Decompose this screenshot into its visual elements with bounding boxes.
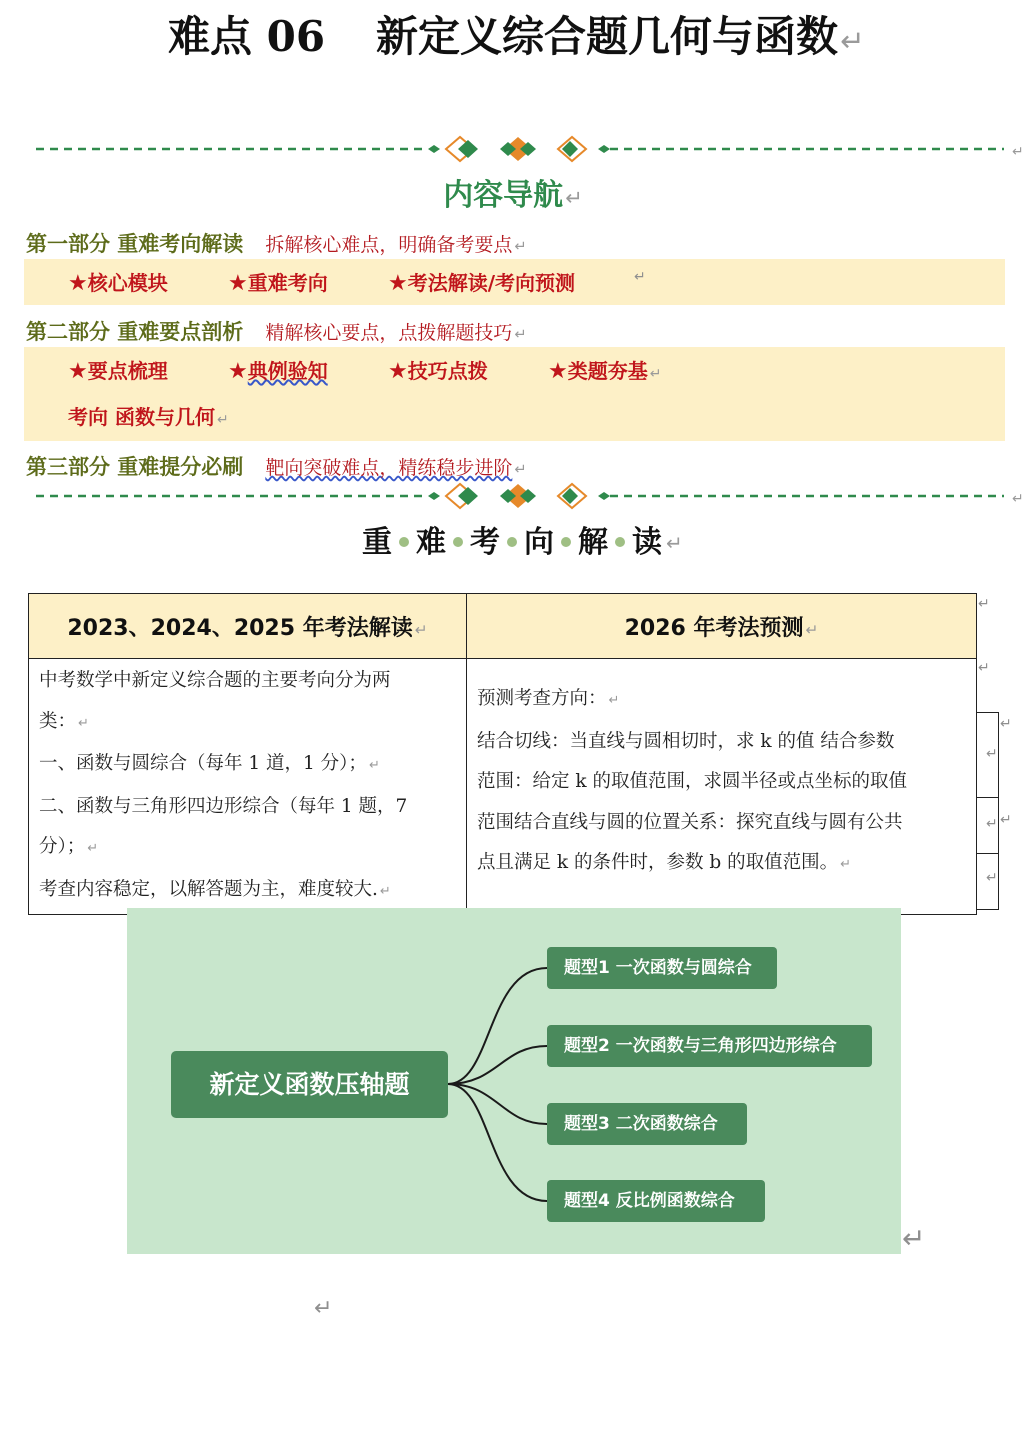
diamond-ornament-icon bbox=[446, 137, 586, 161]
paragraph-mark-icon: ↵ bbox=[978, 596, 990, 612]
star-icon: ★ bbox=[68, 359, 88, 384]
section-char: 向 bbox=[524, 525, 554, 560]
mind-map-node-2: 题型2 一次函数与三角形四边形综合 bbox=[547, 1025, 872, 1067]
title-label: 难点 06 bbox=[168, 12, 326, 61]
part-3-label: 第三部分 重难提分必刷 bbox=[26, 455, 244, 479]
section-title bbox=[0, 520, 1026, 564]
nav-item-label: 技巧点拨 bbox=[407, 359, 488, 383]
paragraph-mark-icon: ↵ bbox=[902, 1222, 926, 1255]
exam-table bbox=[28, 593, 976, 915]
svg-text:↵: ↵ bbox=[666, 531, 683, 555]
cell-line: 范围结合直线与圆的位置关系：探究直线与圆有公共 bbox=[477, 811, 903, 833]
nav-part-3 bbox=[26, 451, 527, 481]
cell-line: 点且满足 k 的条件时，参数 b 的取值范围。 ↵ bbox=[477, 852, 851, 873]
title-main: 新定义综合题几何与函数 bbox=[376, 12, 839, 61]
nav-part-1 bbox=[26, 228, 527, 258]
page-title bbox=[0, 4, 1026, 60]
nav-item-label: 要点梳理 bbox=[87, 359, 168, 383]
ornament-divider-bottom bbox=[0, 481, 1026, 511]
paragraph-mark-icon: ↵ bbox=[986, 870, 998, 886]
star-icon: ★ bbox=[68, 271, 88, 296]
paragraph-mark-icon: ↵ bbox=[840, 24, 865, 58]
nav-item-practice[interactable] bbox=[548, 355, 661, 384]
header-text: 2026 年考法预测 bbox=[624, 615, 804, 641]
nav-title-text: 内容导航 bbox=[443, 178, 564, 213]
table-header-past bbox=[29, 594, 467, 659]
paragraph-mark-icon: ↵ bbox=[805, 620, 819, 639]
header-text: 2023、2024、2025 年考法解读 bbox=[67, 615, 413, 641]
part-2-desc: 精解核心要点，点拨解题技巧 bbox=[265, 322, 513, 344]
nav-item-label: 考法解读/考向预测 bbox=[407, 271, 576, 295]
cell-line: 分）； ↵ bbox=[39, 836, 99, 857]
star-icon: ★ bbox=[388, 271, 408, 296]
paragraph-mark-icon: ↵ bbox=[314, 1296, 333, 1321]
nav-sub-direction[interactable] bbox=[68, 401, 229, 430]
section-char: 难 bbox=[416, 525, 446, 560]
section-char: 解 bbox=[578, 525, 608, 560]
mind-map-root: 新定义函数压轴题 bbox=[171, 1051, 448, 1118]
mind-map-node-4: 题型4 反比例函数综合 bbox=[547, 1180, 765, 1222]
table-cell-past bbox=[29, 659, 467, 915]
part-1-desc: 拆解核心难点，明确备考要点 bbox=[265, 234, 513, 256]
star-icon: ★ bbox=[228, 359, 248, 384]
table-cell-forecast bbox=[467, 659, 977, 915]
part-2-band bbox=[24, 347, 1005, 441]
cell-line: 考查内容稳定，以解答题为主，难度较大. ↵ bbox=[39, 878, 391, 900]
mind-map-node-3: 题型3 二次函数综合 bbox=[547, 1103, 747, 1145]
cell-line: 结合切线：当直线与圆相切时，求 k 的值 结合参数 bbox=[477, 730, 895, 752]
nav-item-label: 重难考向 bbox=[247, 271, 328, 295]
cell-line: 预测考查方向： ↵ bbox=[477, 688, 620, 709]
paragraph-mark-icon: ↵ bbox=[514, 238, 527, 255]
part-2-label: 第二部分 重难要点剖析 bbox=[26, 320, 244, 344]
paragraph-mark-icon: ↵ bbox=[986, 816, 998, 832]
nav-item-examples[interactable] bbox=[228, 355, 328, 384]
diamond-ornament-icon bbox=[446, 484, 586, 508]
paragraph-mark-icon: ↵ bbox=[649, 366, 662, 382]
mind-map-node-1: 题型1 一次函数与圆综合 bbox=[547, 947, 777, 989]
cell-line: 类： ↵ bbox=[39, 710, 89, 732]
part-1-label: 第一部分 重难考向解读 bbox=[26, 232, 244, 256]
title-text bbox=[376, 4, 865, 64]
section-char: 重 bbox=[362, 525, 392, 560]
star-icon: ★ bbox=[228, 271, 248, 296]
paragraph-mark-icon: ↵ bbox=[634, 269, 646, 285]
section-char: 读 bbox=[632, 525, 662, 560]
nav-item-label: 类题夯基 bbox=[567, 359, 648, 383]
part-3-desc: 靶向突破难点，精练稳步进阶 bbox=[265, 457, 513, 479]
paragraph-mark-icon: ↵ bbox=[1000, 716, 1012, 732]
nav-part-2 bbox=[26, 316, 527, 346]
nav-sub-label: 考向 函数与几何 bbox=[68, 405, 215, 429]
nav-item-tips[interactable] bbox=[388, 355, 488, 384]
ornament-divider-top bbox=[0, 134, 1026, 164]
svg-text:↵: ↵ bbox=[1012, 491, 1024, 507]
part-1-band bbox=[24, 259, 1005, 305]
paragraph-mark-icon: ↵ bbox=[414, 620, 428, 639]
paragraph-mark-icon: ↵ bbox=[514, 461, 527, 478]
cell-line: 中考数学中新定义综合题的主要考向分为两 bbox=[39, 670, 391, 691]
mind-map bbox=[127, 908, 901, 1254]
paragraph-mark-icon: ↵ bbox=[216, 412, 229, 428]
table-header-forecast bbox=[467, 594, 977, 659]
paragraph-mark-icon: ↵ bbox=[978, 660, 990, 676]
nav-item-label: 典例验知 bbox=[247, 359, 328, 383]
nav-item-core-module[interactable] bbox=[68, 267, 168, 296]
section-char: 考 bbox=[470, 525, 500, 560]
cell-line: 二、函数与三角形四边形综合（每年 1 题，7 bbox=[39, 795, 408, 817]
nav-item-label: 核心模块 bbox=[87, 271, 168, 295]
nav-item-key-points[interactable] bbox=[68, 355, 168, 384]
paragraph-mark-icon: ↵ bbox=[986, 746, 998, 762]
nav-item-method-forecast[interactable] bbox=[388, 267, 575, 296]
paragraph-mark-icon: ↵ bbox=[565, 186, 583, 210]
paragraph-mark-icon: ↵ bbox=[514, 326, 527, 343]
star-icon: ★ bbox=[388, 359, 408, 384]
paragraph-mark-icon: ↵ bbox=[1000, 812, 1012, 828]
svg-text:↵: ↵ bbox=[1012, 144, 1024, 160]
nav-item-key-direction[interactable] bbox=[228, 267, 328, 296]
cell-line: 一、函数与圆综合（每年 1 道，1 分）； ↵ bbox=[39, 753, 380, 774]
star-icon: ★ bbox=[548, 359, 568, 384]
content-nav-title bbox=[0, 170, 1026, 214]
cell-line: 范围：给定 k 的取值范围，求圆半径或点坐标的取值 bbox=[477, 771, 907, 792]
